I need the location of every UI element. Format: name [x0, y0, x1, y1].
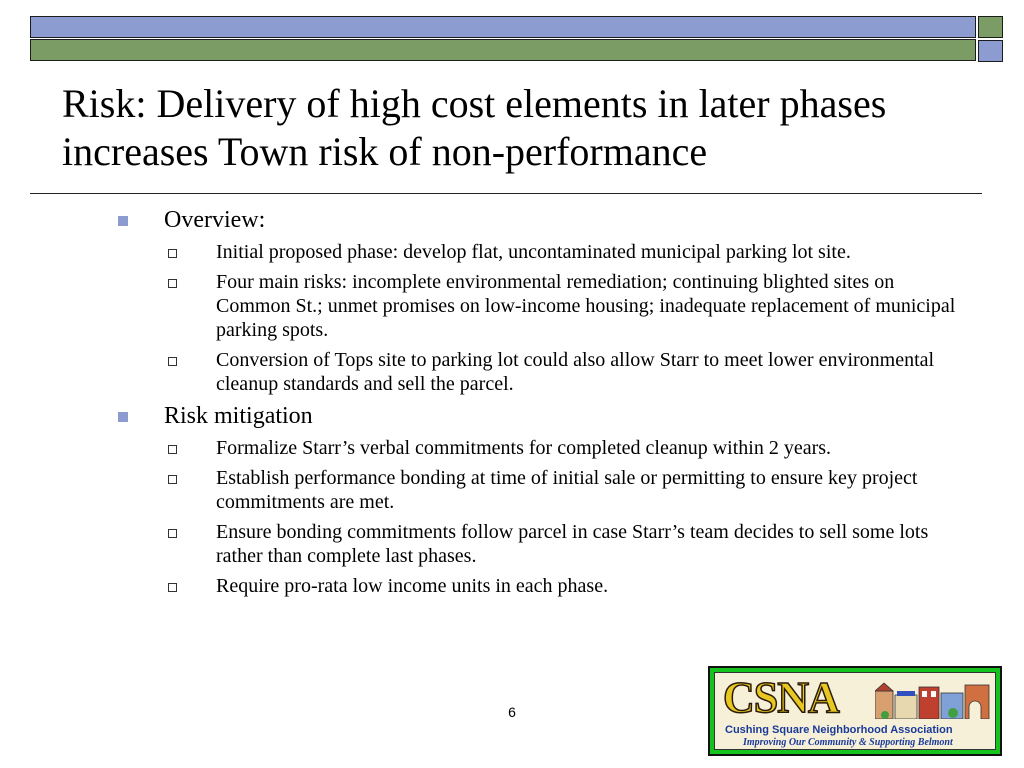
sub-bullet-text: Conversion of Tops site to parking lot could also allow Starr to meet lower environmental cleanup standards and sell the parcel.	[216, 349, 935, 395]
sub-bullet-text: Establish performance bonding at time of initial sale or permitting to ensure key project commitments are met.	[216, 467, 918, 513]
sub-bullet-text: Four main risks: incomplete environmental remediation; continuing blighted sites on Common St.; unmet promises on low-income housing; inadequate replacement of municipal parking spots.	[216, 271, 956, 341]
sub-bullet	[112, 348, 972, 396]
hollow-square-bullet-icon	[168, 357, 177, 366]
csna-logo	[708, 666, 1002, 756]
logo-tagline: Improving Our Community & Supporting Belmont	[743, 737, 953, 748]
sub-bullet-text: Formalize Starr’s verbal commitments for completed cleanup within 2 years.	[216, 437, 832, 459]
header-stripe-blue	[30, 16, 976, 38]
square-bullet-icon	[118, 216, 128, 226]
hollow-square-bullet-icon	[168, 279, 177, 288]
logo-panel	[714, 672, 996, 750]
title-divider	[30, 193, 982, 194]
slide-body	[112, 206, 972, 604]
sub-bullet-text: Ensure bonding commitments follow parcel in case Starr’s team decides to sell some lots rather than complete last phases.	[216, 521, 929, 567]
hollow-square-bullet-icon	[168, 249, 177, 258]
sub-bullet	[112, 436, 972, 460]
page-number: 6	[508, 704, 516, 720]
hollow-square-bullet-icon	[168, 529, 177, 538]
bullet-label: Risk mitigation	[164, 403, 313, 429]
slide-title: Risk: Delivery of high cost elements in later phases increases Town risk of non-performance	[62, 81, 887, 174]
bullet-risk-mitigation	[112, 402, 972, 430]
sub-bullet	[112, 466, 972, 514]
square-bullet-icon	[118, 412, 128, 422]
header-stripe-green	[30, 39, 976, 61]
corner-square-green	[978, 16, 1003, 38]
logo-wordmark: CSNA	[723, 673, 839, 722]
header-band	[30, 16, 976, 62]
bullet-overview	[112, 206, 972, 234]
logo-org-name: Cushing Square Neighborhood Association	[725, 724, 953, 736]
sub-bullet	[112, 240, 972, 264]
town-skyline-icon	[875, 677, 991, 719]
hollow-square-bullet-icon	[168, 475, 177, 484]
sub-bullet	[112, 270, 972, 342]
sub-bullet-text: Initial proposed phase: develop flat, uncontaminated municipal parking lot site.	[216, 241, 851, 263]
sub-bullet	[112, 574, 972, 598]
hollow-square-bullet-icon	[168, 583, 177, 592]
corner-square-blue	[978, 40, 1003, 62]
bullet-label: Overview:	[164, 207, 266, 233]
sub-bullet	[112, 520, 972, 568]
sub-bullet-text: Require pro-rata low income units in each phase.	[216, 575, 609, 597]
hollow-square-bullet-icon	[168, 445, 177, 454]
